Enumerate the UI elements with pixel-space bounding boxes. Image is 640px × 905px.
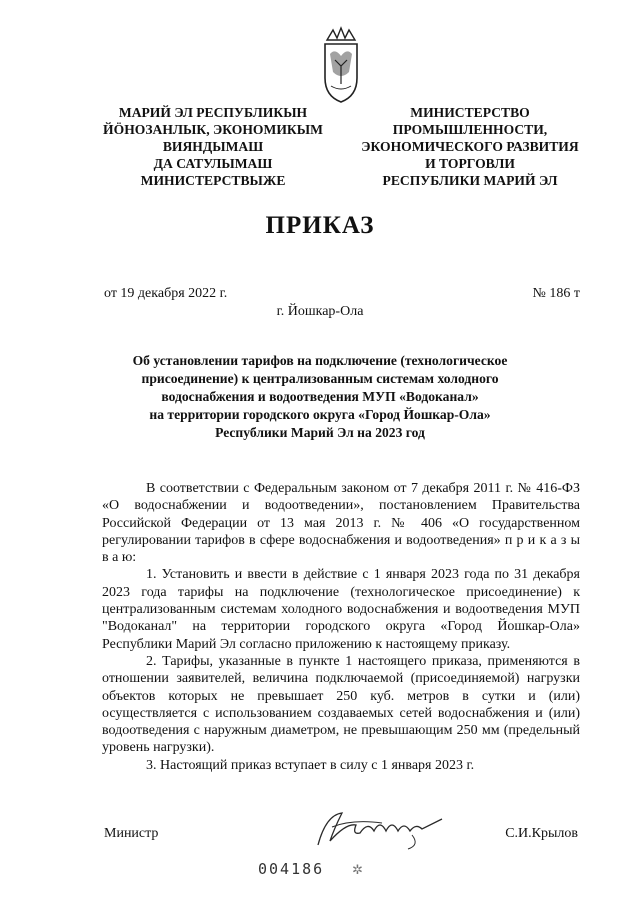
header-right-line: МИНИСТЕРСТВО (410, 105, 530, 120)
document-type: ПРИКАЗ (265, 212, 375, 239)
header-left-line: МАРИЙ ЭЛ РЕСПУБЛИКЫН (118, 105, 308, 120)
signer-name: С.И.Крылов (505, 826, 578, 841)
stamp-mark-icon: ✲ (352, 862, 363, 877)
header-left-line: МИНИСТЕРСТВЫЖЕ (140, 173, 286, 188)
header-right-line: РЕСПУБЛИКИ МАРИЙ ЭЛ (382, 173, 558, 188)
document-number: № 186 т (532, 286, 580, 301)
body-paragraph: 3. Настоящий приказ вступает в силу с 1 января 2023 г. (146, 757, 475, 773)
title-line: присоединение) к централизованным системам холодного (141, 371, 499, 386)
body-paragraph: 2. Тарифы, указанные в пункте 1 настоящего приказа, применяются в отношении заявителей, величина подключаемой (присоединяемой) нагрузки объектов которых не превышает 250 куб. метров в сутки и (или) осуществляется с использованием создаваемых сетей водоснабжения и (или) водоотведения с наружным диаметром, не превышающим 250 мм (предельный уровень нагрузки). (102, 653, 580, 756)
document-date: от 19 декабря 2022 г. (104, 286, 228, 301)
header-right-line: И ТОРГОВЛИ (425, 156, 515, 171)
header-left-line: ВИЯНДЫМАШ (162, 139, 264, 154)
document-title (100, 352, 540, 442)
handwritten-signature-icon (312, 805, 448, 851)
header-right-line: ПРОМЫШЛЕННОСТИ, (392, 122, 548, 137)
body-paragraph: 1. Установить и ввести в действие с 1 января 2023 года по 31 декабря 2023 года тарифы на подключение (технологическое присоединение) к централизованным системам холодного водоснабжения и водоотведения МУП "Водоканал" на территории городского округа «Город Йошкар-Ола» Республики Марий Эл согласно приложению к настоящему приказу. (102, 567, 580, 652)
title-line: Республики Марий Эл на 2023 год (215, 425, 425, 440)
ministry-name-mari (88, 104, 338, 189)
serial-number: 004186 (258, 860, 325, 878)
header-right-line: ЭКОНОМИЧЕСКОГО РАЗВИТИЯ (361, 139, 579, 154)
document-city: г. Йошкар-Ола (276, 304, 364, 319)
signer-role: Министр (104, 826, 159, 841)
document-body (102, 480, 580, 774)
header-left-line: ЙÖНОЗАНЛЫК, ЭКОНОМИКЫМ (103, 122, 323, 137)
header-left-line: ДА САТУЛЫМАШ (153, 156, 273, 171)
body-paragraph: В соответствии с Федеральным законом от 7 декабря 2011 г. № 416-ФЗ «О водоснабжении и водоотведении», постановлением Правительства Российской Федерации от 13 мая 2013 г. № 406 «О государственном регулировании тарифов в сфере водоснабжения и водоотведения» п р и к а з ы в а ю: (102, 481, 580, 566)
title-line: Об установлении тарифов на подключение (технологическое (132, 353, 508, 368)
coat-of-arms-icon (319, 26, 363, 106)
title-line: на территории городского округа «Город Йошкар-Ола» (149, 407, 491, 422)
ministry-name-russian (350, 104, 590, 189)
title-line: водоснабжения и водоотведения МУП «Водоканал» (161, 389, 479, 404)
